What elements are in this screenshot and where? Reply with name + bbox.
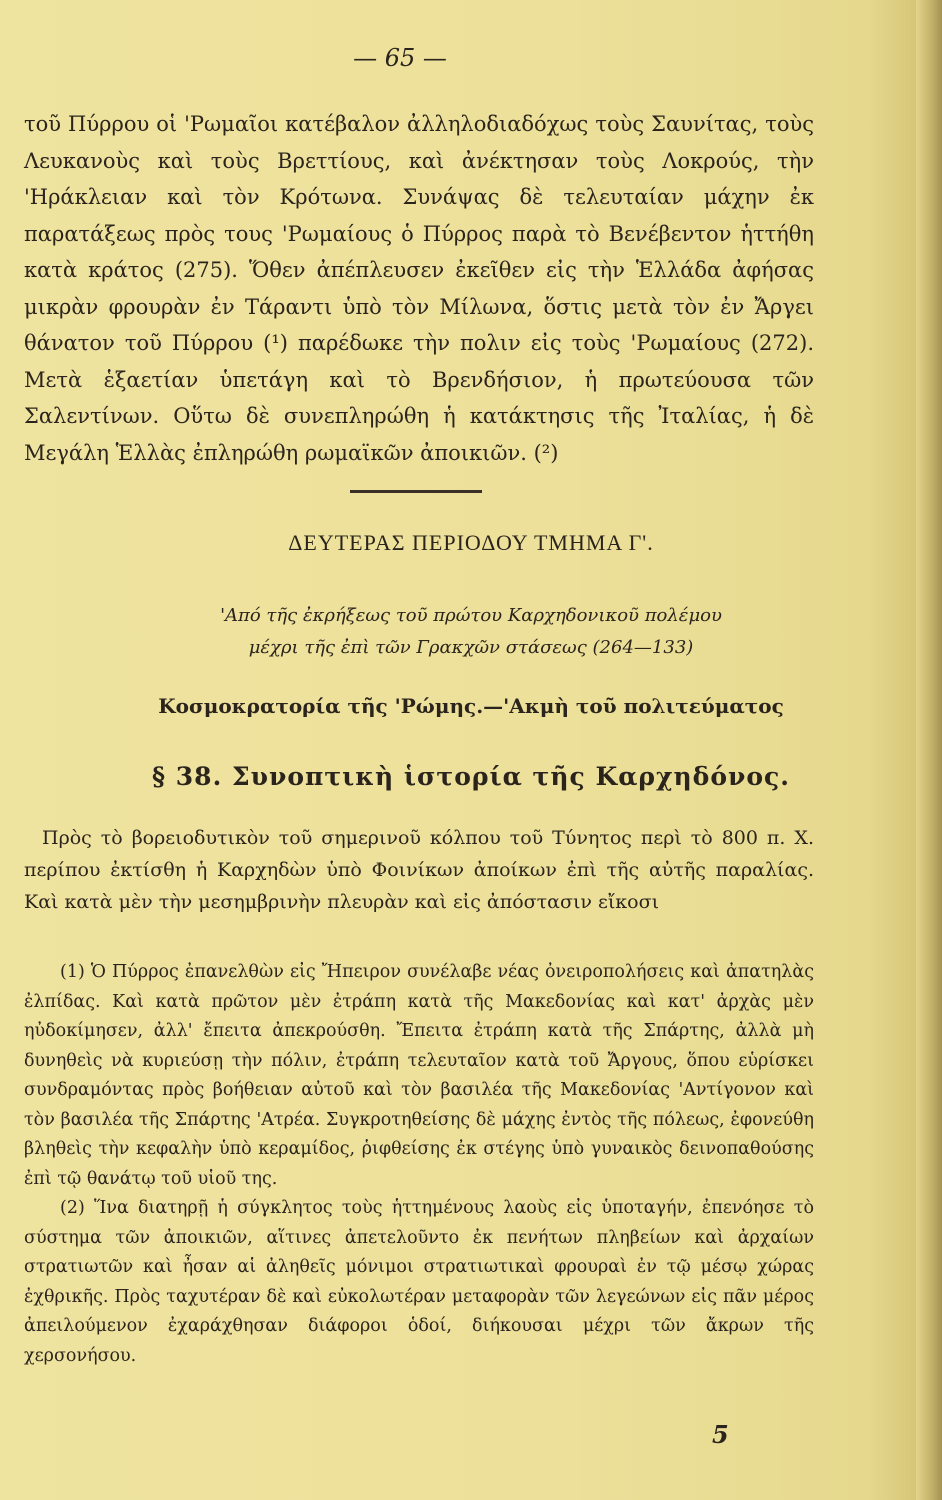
section-heading: ΔΕΥΤΕΡΑΣ ΠΕΡΙΟΔΟΥ ΤΜΗΜΑ Γ'. [288, 530, 654, 555]
page-edge [916, 0, 942, 1500]
intro-text-block [24, 822, 814, 918]
main-text-block [24, 106, 814, 471]
chapter-title: § 38. Συνοπτικὴ ἱστορία τῆς Καρχηδόνος. [152, 762, 790, 791]
footnote-2: (2) Ἵνα διατηρῇ ἡ σύγκλητος τοὺς ἡττημένους λαοὺς εἰς ὑποταγήν, ἐπενόησε τὸ σύστημα τῶν ἀποικιῶν, αἵτινες ἀπετελοῦντο ἐκ πενήτων πληβείων καὶ ἀρχαίων στρατιωτῶν καὶ ἦσαν αἱ ἀληθεῖς μόνιμοι στρατιωτικαὶ φρουραὶ ἐν τῷ μέσῳ χώρας ἐχθρικῆς. Πρὸς ταχυτέραν δὲ καὶ εὐκολωτέραν μεταφορὰν τῶν λεγεώνων εἰς πᾶν μέρος ἀπειλούμενον ἐχαράχθησαν διάφοροι ὁδοί, διήκουσαι μέχρι τῶν ἄκρων τῆς χερσονήσου. [24, 1198, 814, 1366]
page-number: — 65 — [353, 44, 447, 72]
signature-mark: 5 [712, 1420, 729, 1449]
footnote-1: (1) Ὁ Πύρρος ἐπανελθὼν εἰς Ἤπειρον συνέλαβε νέας ὀνειροπολήσεις καὶ ἀπατηλὰς ἐλπίδας. Καὶ κατὰ πρῶτον μὲν ἐτράπη κατὰ τῆς Μακεδονίας καὶ κατ' ἀρχὰς μὲν ηὐδοκίμησεν, ἀλλ' ἔπειτα ἀπεκρούσθη. Ἔπειτα ἐτράπη κατὰ τῆς Σπάρτης, ἀλλὰ μὴ δυνηθεὶς νὰ κυριεύσῃ τὴν πόλιν, ἐτράπη τελευταῖον κατὰ τοῦ Ἄργους, ὅπου εὑρίσκει συνδραμόντας πρὸς βοήθειαν αὐτοῦ καὶ τὸν βασιλέα τῆς Μακεδονίας 'Αντίγονον καὶ τὸν βασιλέα τῆς Σπάρτης 'Ατρέα. Συγκροτηθείσης δὲ μάχης ἐντὸς τῆς πόλεως, ἐφονεύθη βληθεὶς τὴν κεφαλὴν ὑπὸ κεραμίδος, ῥιφθείσης ἐκ στέγης ὑπὸ γυναικὸς δεινοπαθούσης ἐπὶ τῷ θανάτῳ τοῦ υἱοῦ της. [24, 962, 814, 1189]
footnotes [24, 958, 814, 1371]
period-caption [0, 600, 942, 664]
main-paragraph: τοῦ Πύρρου οἱ 'Ρωμαῖοι κατέβαλον ἀλληλοδιαδόχως τοὺς Σαυνίτας, τοὺς Λευκανοὺς καὶ τοὺς Βρεττίους, καὶ ἀνέκτησαν τοὺς Λοκρούς, τὴν 'Ηράκλειαν καὶ τὸν Κρότωνα. Συνάψας δὲ τελευταίαν μάχην ἐκ παρατάξεως πρὸς τους 'Ρωμαίους ὁ Πύρρος παρὰ τὸ Βενέβεντον ἡττήθη κατὰ κράτος (275). Ὅθεν ἀπέπλευσεν ἐκεῖθεν εἰς τὴν Ἑλλάδα ἀφήσας μικρὰν φρουρὰν ἐν Τάραντι ὑπὸ τὸν Μίλωνα, ὅστις μετὰ τὸν ἐν Ἄργει θάνατον τοῦ Πύρρου (¹) παρέδωκε τὴν πολιν εἰς τοὺς 'Ρωμαίους (272). Μετὰ ἑξαετίαν ὑπετάγη καὶ τὸ Βρενδήσιον, ἡ πρωτεύουσα τῶν Σαλεντίνων. Οὕτω δὲ συνεπληρώθη ἡ κατάκτησις τῆς Ἰταλίας, ἡ δὲ Μεγάλη Ἑλλὰς ἐπληρώθη ρωμαϊκῶν ἀποικιῶν. (²) [24, 112, 814, 465]
subtitle: Κοσμοκρατορία τῆς 'Ρώμης.—'Ακμὴ τοῦ πολιτεύματος [158, 694, 784, 718]
section-divider [350, 490, 482, 493]
intro-paragraph: Πρὸς τὸ βορειοδυτικὸν τοῦ σημερινοῦ κόλπου τοῦ Τύνητος περὶ τὸ 800 π. Χ. περίπου ἐκτίσθη ἡ Καρχηδὼν ὑπὸ Φοινίκων ἀποίκων ἐπὶ τῆς αὐτῆς παραλίας. Καὶ κατὰ μὲν τὴν μεσημβρινὴν πλευρὰν καὶ εἰς ἀπόστασιν εἴκοσι [24, 827, 814, 913]
period-line-1: 'Από τῆς ἐκρήξεως τοῦ πρώτου Καρχηδονικοῦ πολέμου [220, 605, 722, 626]
period-line-2: μέχρι τῆς ἐπὶ τῶν Γρακχῶν στάσεως (264—133) [248, 637, 694, 658]
